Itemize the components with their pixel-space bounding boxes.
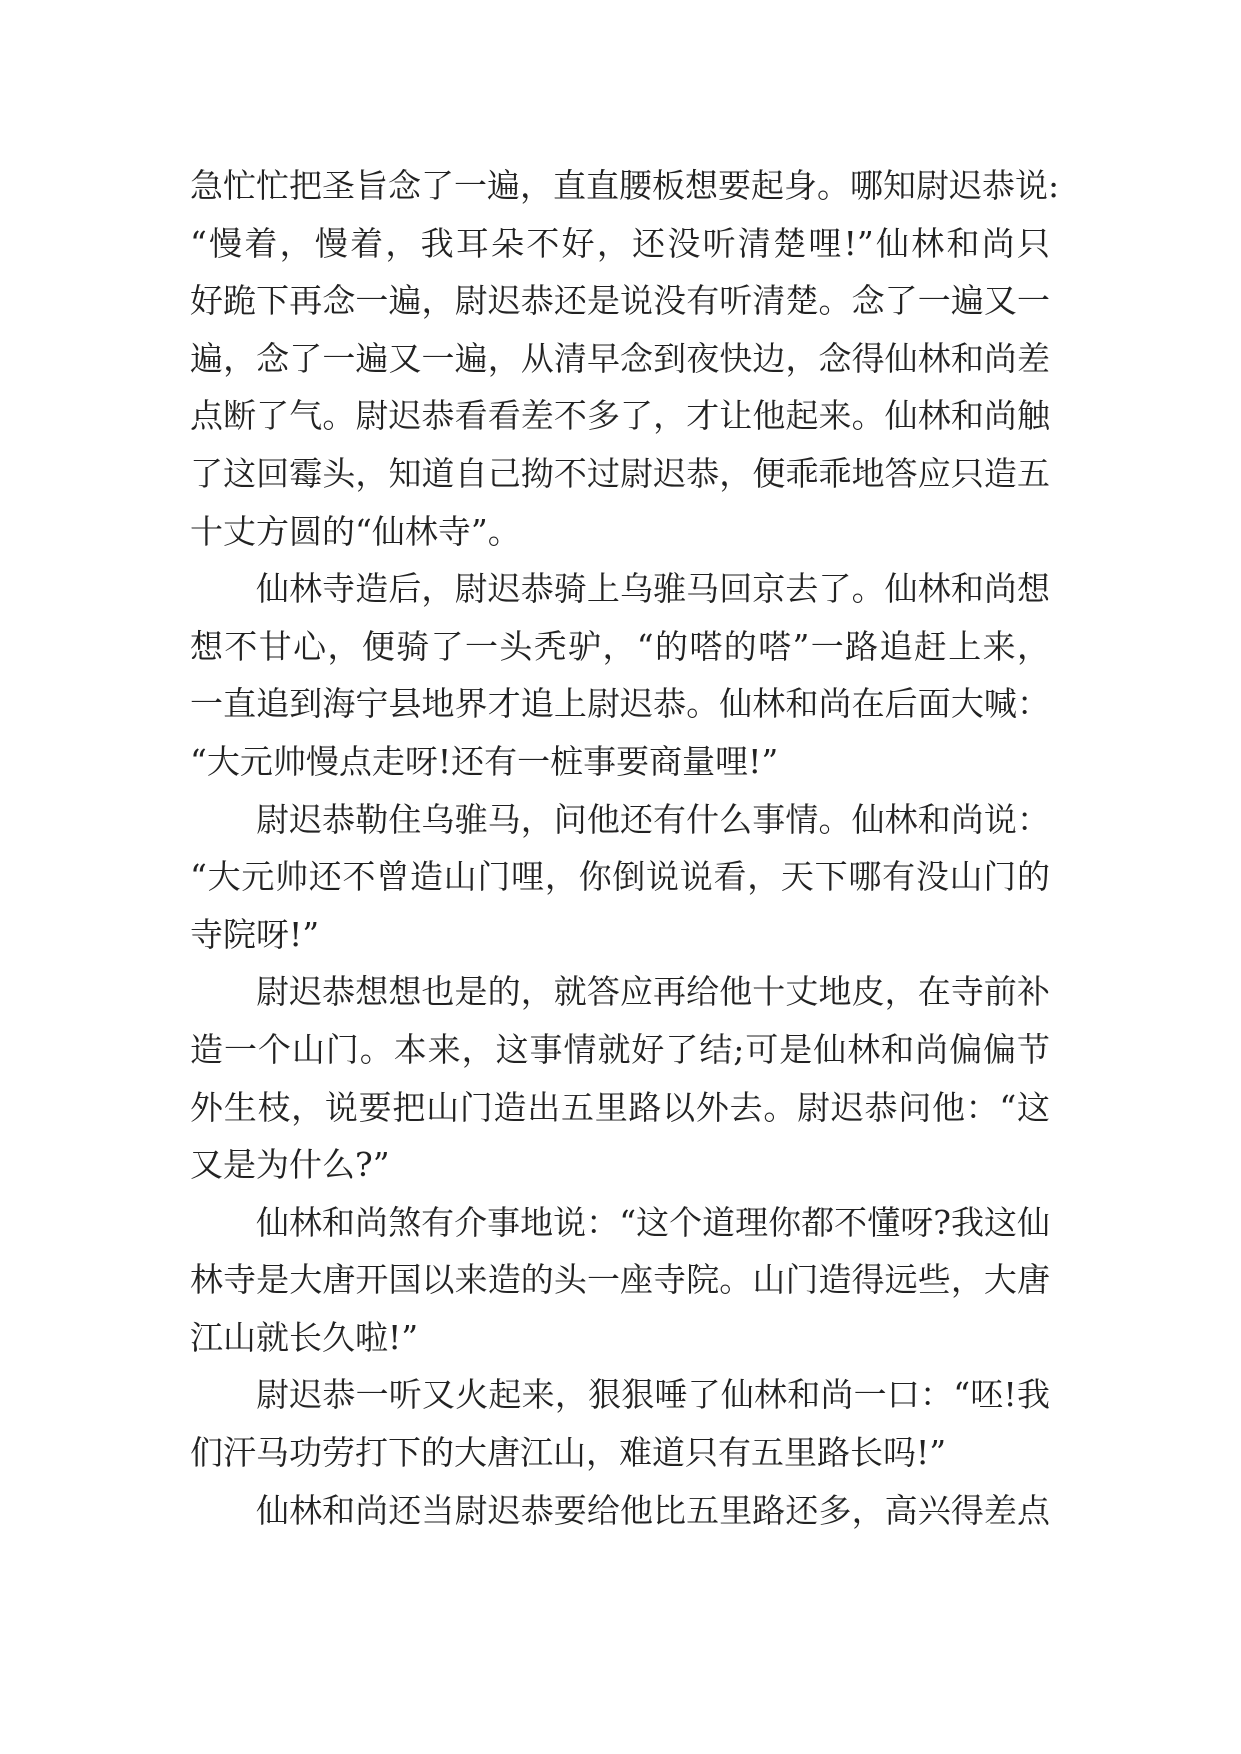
text-line: 十丈方圆的“仙林寺”。: [190, 511, 521, 551]
paragraph: [190, 560, 1050, 790]
text-line: 外生枝，说要把山门造出五里路以外去。尉迟恭问他：“这: [190, 1087, 1050, 1127]
text-line: 一直追到海宁县地界才追上尉迟恭。仙林和尚在后面大喊：: [190, 684, 1050, 724]
text-line: 仙林和尚还当尉迟恭要给他比五里路还多，高兴得差点: [256, 1490, 1050, 1530]
text-line: 尉迟恭勒住乌骓马，问他还有什么事情。仙林和尚说：: [256, 799, 1050, 839]
text-line: 尉迟恭一听又火起来，狠狠唾了仙林和尚一口：“呸!我: [256, 1375, 1050, 1415]
paragraph: [190, 791, 1050, 964]
text-line: 遍，念了一遍又一遍，从清早念到夜快边，念得仙林和尚差: [190, 338, 1050, 378]
text-line: 们汗马功劳打下的大唐江山，难道只有五里路长吗!”: [190, 1433, 947, 1473]
text-line: 了这回霉头，知道自己拗不过尉迟恭，便乖乖地答应只造五: [190, 453, 1050, 493]
text-line: 尉迟恭想想也是的，就答应再给他十丈地皮，在寺前补: [256, 972, 1050, 1012]
paragraph: [190, 963, 1050, 1193]
story-text: [190, 157, 1060, 1539]
text-line: 林寺是大唐开国以来造的头一座寺院。山门造得远些，大唐: [190, 1260, 1050, 1300]
text-line: 急忙忙把圣旨念了一遍，直直腰板想要起身。哪知尉迟恭说:: [190, 166, 1060, 205]
text-line: 仙林寺造后，尉迟恭骑上乌骓马回京去了。仙林和尚想: [256, 569, 1050, 609]
paragraph: [190, 1482, 1050, 1540]
text-line: 仙林和尚煞有介事地说：“这个道理你都不懂呀?我这仙: [256, 1202, 1050, 1242]
text-line: 造一个山门。本来，这事情就好了结;可是仙林和尚偏偏节: [190, 1029, 1050, 1069]
paragraph: [190, 157, 1060, 560]
text-line: “慢着，慢着，我耳朵不好，还没听清楚哩!”仙林和尚只: [190, 223, 1050, 263]
text-line: 寺院呀!”: [190, 914, 320, 954]
text-line: 想不甘心，便骑了一头秃驴，“的嗒的嗒”一路追赶上来，: [190, 626, 1050, 666]
paragraph: [190, 1194, 1050, 1367]
text-line: 好跪下再念一遍，尉迟恭还是说没有听清楚。念了一遍又一: [190, 281, 1050, 321]
text-line: “大元帅还不曾造山门哩，你倒说说看，天下哪有没山门的: [190, 857, 1050, 897]
text-line: 江山就长久啦!”: [190, 1317, 419, 1357]
text-line: “大元帅慢点走呀!还有一桩事要商量哩!”: [190, 741, 779, 781]
paragraph: [190, 1366, 1050, 1481]
text-line: 点断了气。尉迟恭看看差不多了，才让他起来。仙林和尚触: [190, 396, 1050, 436]
text-line: 又是为什么?”: [190, 1145, 390, 1185]
